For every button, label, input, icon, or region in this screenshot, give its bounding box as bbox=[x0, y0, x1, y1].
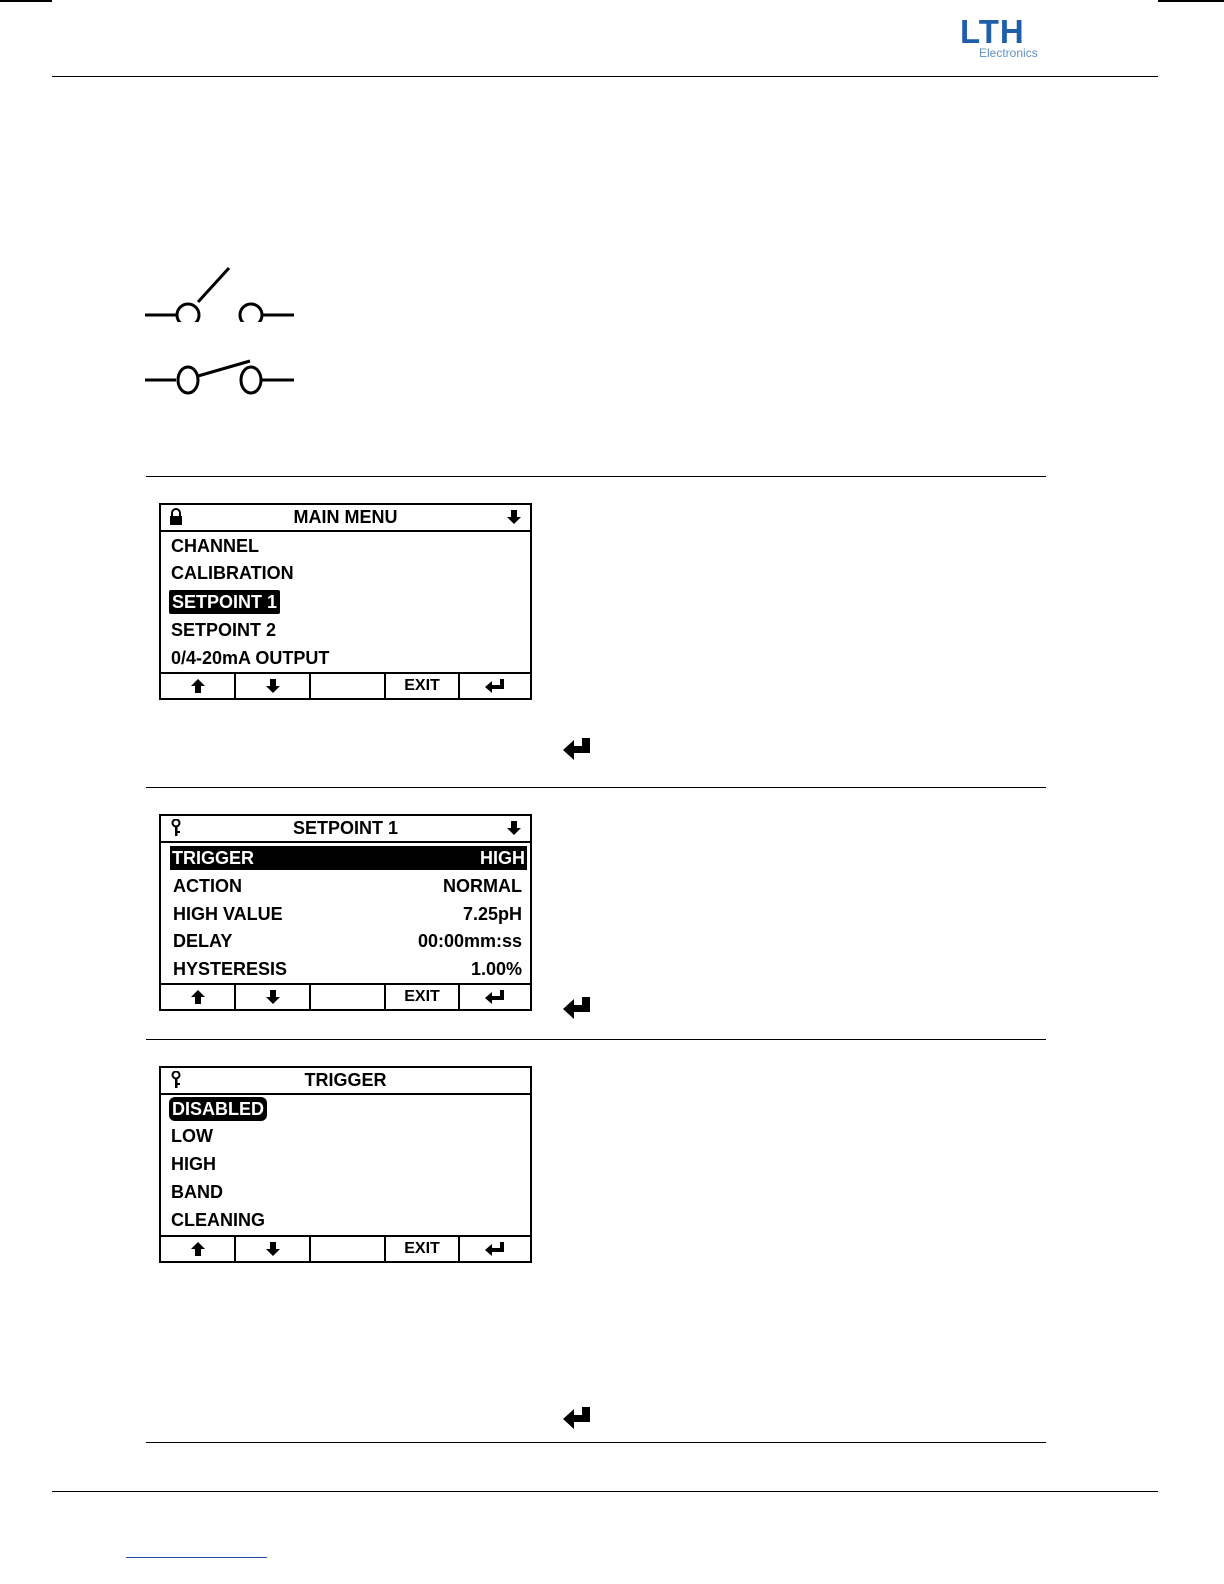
softkey-enter[interactable] bbox=[460, 985, 530, 1009]
arrow-up-icon bbox=[190, 1241, 206, 1257]
setting-row-trigger[interactable] bbox=[170, 846, 527, 870]
option-low[interactable]: LOW bbox=[171, 1126, 213, 1146]
setting-label: DELAY bbox=[173, 931, 233, 951]
option-disabled[interactable]: DISABLED bbox=[169, 1097, 267, 1121]
setting-row-delay[interactable] bbox=[171, 929, 524, 953]
lth-logo bbox=[958, 14, 1048, 64]
setting-label: HIGH VALUE bbox=[173, 904, 283, 924]
top-right-corner-mark bbox=[1158, 0, 1224, 2]
section-rule-3 bbox=[146, 1039, 1046, 1040]
logo-sub: Electronics bbox=[979, 46, 1038, 60]
arrow-down-icon bbox=[506, 508, 522, 526]
softkey-bar bbox=[161, 1235, 530, 1261]
setting-row-action[interactable] bbox=[171, 874, 524, 898]
top-left-corner-mark bbox=[0, 0, 52, 2]
enter-icon bbox=[484, 989, 506, 1005]
normally-open-contact-icon bbox=[140, 262, 300, 322]
section-rule-2 bbox=[146, 787, 1046, 788]
setting-row-high-value[interactable] bbox=[171, 902, 524, 926]
softkey-enter[interactable] bbox=[460, 674, 530, 698]
softkey-up[interactable] bbox=[161, 1237, 236, 1261]
section-rule-4 bbox=[146, 1442, 1046, 1443]
option-band[interactable]: BAND bbox=[171, 1182, 223, 1202]
arrow-up-icon bbox=[190, 989, 206, 1005]
arrow-down-icon bbox=[265, 678, 281, 694]
normally-closed-contact-icon bbox=[140, 350, 300, 410]
menu-item-setpoint-2[interactable]: SETPOINT 2 bbox=[171, 620, 277, 640]
section-rule-1 bbox=[146, 476, 1046, 477]
footer-rule bbox=[52, 1491, 1158, 1492]
setting-value: HIGH bbox=[480, 848, 525, 868]
softkey-exit[interactable]: EXIT bbox=[386, 674, 460, 698]
softkey-blank[interactable] bbox=[311, 674, 386, 698]
softkey-down[interactable] bbox=[236, 1237, 311, 1261]
lcd-title: MAIN MENU bbox=[293, 507, 398, 527]
enter-icon bbox=[562, 1405, 592, 1431]
lcd-title-bar bbox=[161, 505, 530, 532]
softkey-up[interactable] bbox=[161, 985, 236, 1009]
menu-item-channel[interactable]: CHANNEL bbox=[171, 536, 259, 556]
arrow-down-icon bbox=[265, 1241, 281, 1257]
setting-value: 7.25pH bbox=[462, 904, 522, 924]
lcd-setpoint-1 bbox=[159, 814, 532, 1011]
enter-icon bbox=[484, 1241, 506, 1257]
softkey-enter[interactable] bbox=[460, 1237, 530, 1261]
enter-icon bbox=[484, 678, 506, 694]
softkey-down[interactable] bbox=[236, 674, 311, 698]
menu-item-calibration[interactable]: CALIBRATION bbox=[171, 563, 294, 583]
softkey-up[interactable] bbox=[161, 674, 236, 698]
setting-label: HYSTERESIS bbox=[173, 959, 288, 979]
setting-label: ACTION bbox=[173, 876, 242, 896]
softkey-down[interactable] bbox=[236, 985, 311, 1009]
logo-brand: LTH bbox=[960, 13, 1025, 50]
setting-value: NORMAL bbox=[443, 876, 522, 896]
lcd-trigger bbox=[159, 1066, 532, 1263]
lcd-title: TRIGGER bbox=[304, 1070, 387, 1090]
lcd-title-bar bbox=[161, 1068, 530, 1095]
enter-icon bbox=[562, 736, 592, 762]
softkey-bar bbox=[161, 983, 530, 1009]
option-high[interactable]: HIGH bbox=[171, 1154, 216, 1174]
header-rule bbox=[52, 76, 1158, 77]
lcd-title: SETPOINT 1 bbox=[292, 818, 399, 838]
enter-icon bbox=[562, 995, 592, 1021]
softkey-exit[interactable]: EXIT bbox=[386, 1237, 460, 1261]
lcd-title-bar bbox=[161, 816, 530, 843]
setting-value: 1.00% bbox=[470, 959, 522, 979]
arrow-down-icon bbox=[506, 819, 522, 837]
footer-link-underline[interactable] bbox=[126, 1557, 267, 1558]
option-cleaning[interactable]: CLEANING bbox=[171, 1210, 265, 1230]
arrow-up-icon bbox=[190, 678, 206, 694]
lcd-main-menu bbox=[159, 503, 532, 700]
softkey-bar bbox=[161, 672, 530, 698]
menu-item-setpoint-1[interactable]: SETPOINT 1 bbox=[169, 590, 280, 614]
setting-label: TRIGGER bbox=[172, 848, 255, 868]
softkey-blank[interactable] bbox=[311, 985, 386, 1009]
setting-row-hysteresis[interactable] bbox=[171, 957, 524, 981]
setting-value: 00:00mm:ss bbox=[417, 931, 522, 951]
softkey-blank[interactable] bbox=[311, 1237, 386, 1261]
arrow-down-icon bbox=[265, 989, 281, 1005]
menu-item-output[interactable]: 0/4-20mA OUTPUT bbox=[171, 648, 330, 668]
softkey-exit[interactable]: EXIT bbox=[386, 985, 460, 1009]
